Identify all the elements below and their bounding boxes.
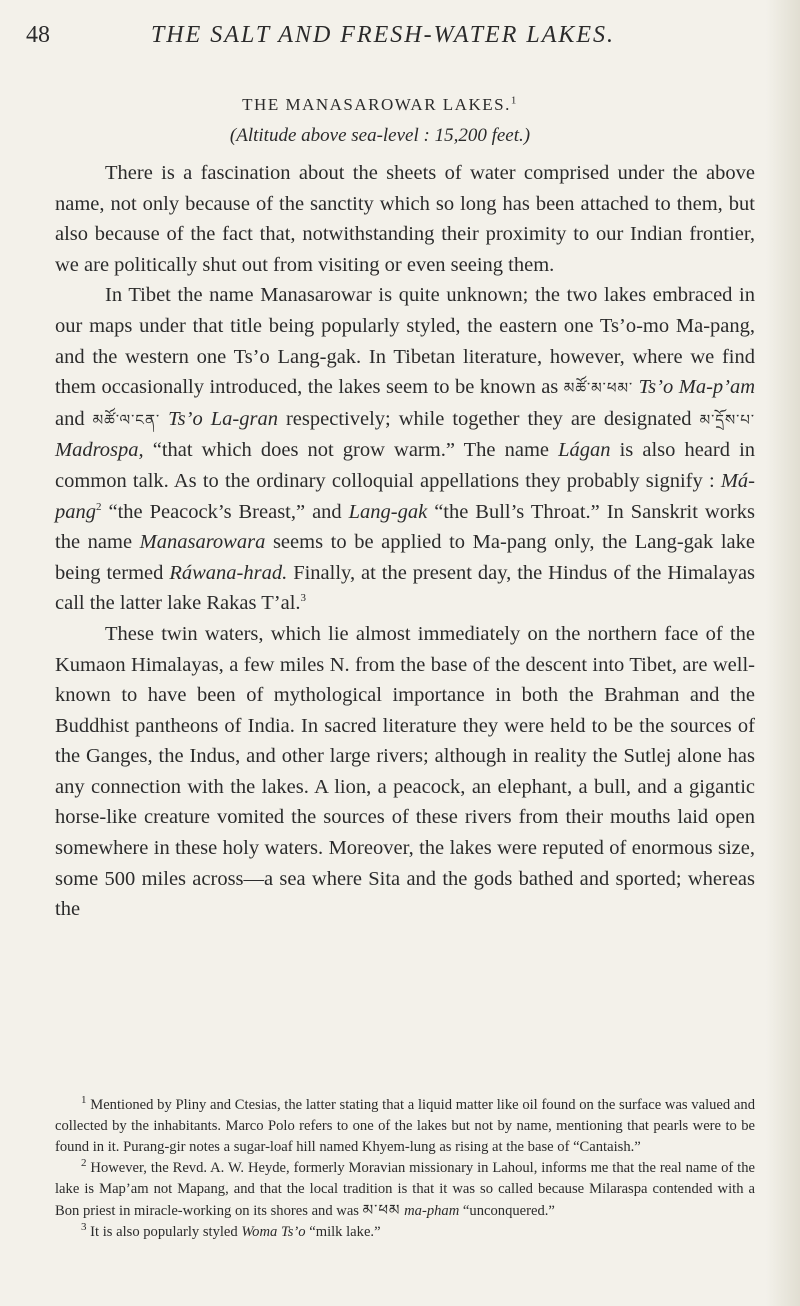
tibetan-script: མ་ཕམ (362, 1201, 401, 1219)
footnote-text: “unconquered.” (462, 1203, 555, 1219)
italic-term: Ts’o Ma-p’am (638, 376, 756, 399)
footnote-number: 1 (81, 1094, 87, 1107)
footnote-3 (55, 1222, 755, 1243)
text-run: respectively; while together they are designated (285, 407, 692, 430)
page-header (26, 22, 740, 56)
text-run: “that which does not grow warm.” The name (152, 439, 549, 462)
footnote-text: “milk lake.” (309, 1224, 381, 1240)
footnote-number: 3 (81, 1221, 87, 1234)
paragraph-2 (55, 280, 755, 619)
text-run: and (55, 407, 85, 430)
text-run: is also heard in common talk. As to the ordinary colloquial appellations they probably signify : (55, 439, 756, 492)
italic-term: Má-pang (55, 469, 756, 523)
footnote-number: 2 (81, 1157, 87, 1170)
text-run: Finally, at the present day, the Hindus of the Himalayas call the latter lake Rakas T’al. (55, 561, 756, 615)
italic-term: Woma Ts’o (241, 1224, 306, 1240)
italic-term: Lágan (558, 439, 611, 462)
text-run: “the Bull’s Throat.” In Sanskrit works the name (55, 500, 756, 554)
italic-term: Ts’o La-gran (168, 407, 278, 430)
section-title (0, 95, 760, 115)
footnote-text: However, the Revd. A. W. Heyde, formerly Moravian missionary in Lahoul, informs me that the real name of the lake is Map’am not Mapang, and that the local tradition is that it was so called because Milaraspa contended with a Bon priest in miracle-working on its shores and was (55, 1160, 755, 1219)
italic-term: Madrospa, (55, 439, 144, 462)
text-run: In Tibet the name Manasarowar is quite unknown; the two lakes embraced in our maps under that title being popularly styled, the eastern one Ts’o-mo Ma-pang, and the western one Ts’o Lang-gak. In Tibetan literature, however, where we find them occasionally introduced, the lakes seem to be known as (55, 284, 755, 399)
italic-term: Manasarowara (139, 531, 266, 554)
tibetan-script: མཚོ་ལ་ངན་ (92, 410, 161, 429)
italic-term: Ráwana-hrad. (169, 561, 288, 584)
paragraph-3: These twin waters, which lie almost immediately on the northern face of the Kumaon Himalayas, a few miles N. from the base of the descent into Tibet, are well-known to have been of mythological importance in both the Brahman and the Buddhist pantheons of India. In sacred literature they were held to be the sources of the Ganges, the Indus, and other large rivers; although in reality the Sutlej alone has any connection with the lakes. A lion, a peacock, an elephant, a bull, and a gigantic horse-like creature vomited the sources of these rivers from their mouths laid open somewhere in these holy waters. Moreover, the lakes were reputed of enormous size, some 500 miles across—a sea where Sita and the gods bathed and sported; whereas the (55, 622, 755, 921)
footnote-1 (55, 1095, 755, 1158)
paragraph-1: There is a fascination about the sheets of water comprised under the above name, not only because of the sanctity which so long has been attached to them, but also because of the fact that, notwithstanding their proximity to our Indian frontier, we are politically shut out from visiting or even seeing them. (55, 162, 755, 276)
tibetan-script: མ་དྲོས་པ་ (699, 410, 755, 429)
page-edge-shadow (766, 0, 800, 1306)
footnote-ref-2: 2 (96, 500, 102, 513)
footnote-2 (55, 1158, 755, 1222)
footnote-ref-1: 1 (510, 94, 518, 107)
footnote-ref-3: 3 (300, 592, 307, 605)
italic-term: Lang-gak (348, 500, 428, 523)
running-title: THE SALT AND FRESH-WATER LAKES. (150, 22, 616, 48)
tibetan-script: མཚོ་མ་ཕམ་ (563, 379, 634, 398)
footnote-text: Mentioned by Pliny and Ctesias, the latter stating that a liquid matter like oil found on the surface was valued and collected by the inhabitants. Marco Polo refers to one of the lakes but not by name, mentioning that pearls were to be found in it. Purang-gir notes a sugar-loaf hill named Khyem-lung as rising at the base of “Cantaish.” (55, 1097, 755, 1155)
text-run: seems to be applied to Ma-pang only, the Lang-gak lake being termed (55, 531, 756, 584)
text-run: “the Peacock’s Breast,” and (108, 500, 342, 523)
body-text (55, 158, 755, 925)
altitude-subtitle: (Altitude above sea-level : 15,200 feet.) (229, 125, 531, 146)
footnote-text: It is also popularly styled (90, 1224, 238, 1240)
footnotes (55, 1095, 755, 1243)
page-number: 48 (26, 22, 50, 48)
section-title-text: THE MANASAROWAR LAKES. (242, 95, 511, 114)
italic-term: ma-pham (404, 1203, 460, 1219)
